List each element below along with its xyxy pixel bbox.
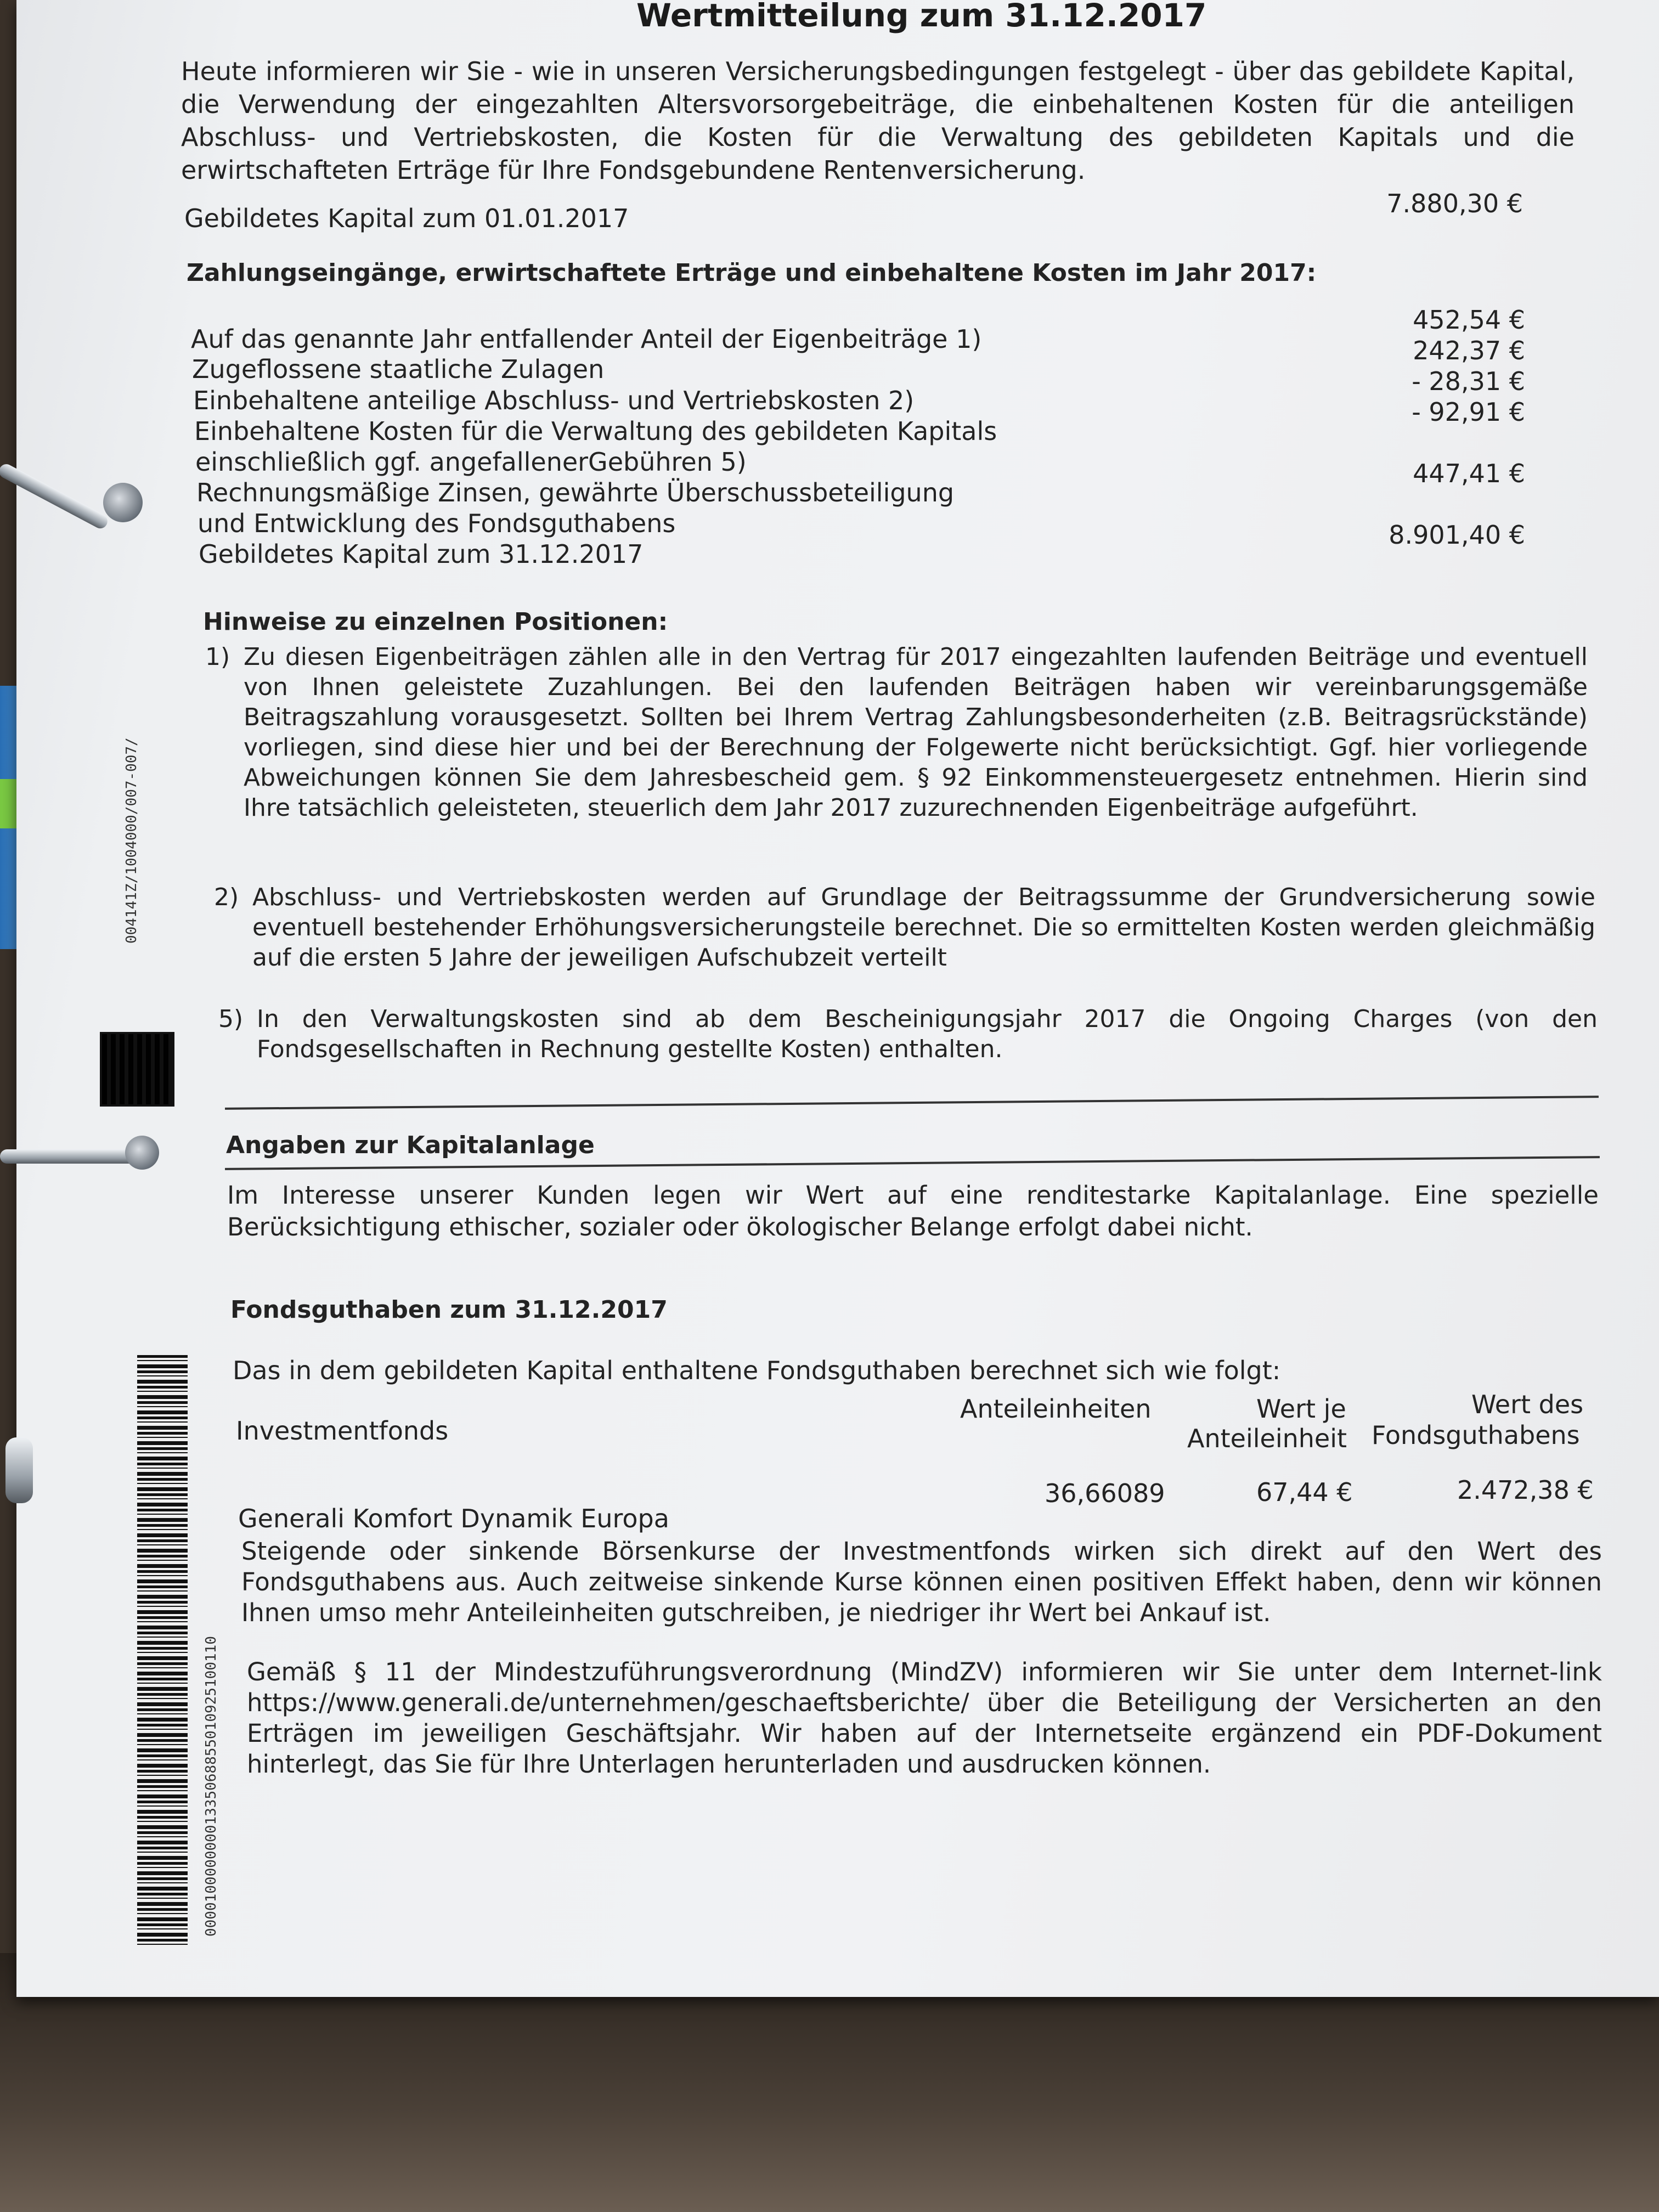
document-title: Wertmitteilung zum 31.12.2017: [636, 0, 1207, 34]
table-header-total-1: Wert des: [1471, 1390, 1584, 1419]
fund-heading: Fondsguthaben zum 31.12.2017: [230, 1296, 668, 1324]
capital-paragraph: Im Interesse unserer Kunden legen wir Wert auf eine renditestarke Kapitalanlage. Eine spezielle Berücksichtigung ethischer, sozialer oder ökologischer Belange erfolgt dabei nicht.: [227, 1181, 1599, 1242]
opening-capital-label: Gebildetes Kapital zum 01.01.2017: [184, 204, 629, 233]
note-1: 1) Zu diesen Eigenbeiträgen zählen alle in den Vertrag für 2017 eingezahlten laufenden Beiträge und eventuell von Ihnen geleistete Zuzahlungen. Bei den laufenden Beiträgen haben wir vereinbarungsgemäße Beitragszahlung vorausgesetzt. Sollten bei Ihrem Vertrag Zahlungsbesonderheiten (z.B. Beitragsrückstände) vorliegen, sind diese hier und bei der Berechnung der Folgewerte nicht berücksichtigt. Ggf. hier vorliegende Abweichungen können Sie dem Jahresbescheid gem. § 92 Einkommensteuergesetz entnehmen. Hierin sind Ihre tatsächlich geleisteten, steuerlich dem Jahr 2017 zuzurechnenden Eigenbeiträge aufgeführt.: [205, 643, 1588, 822]
item-acquisition-costs: Einbehaltene anteilige Abschluss- und Vertriebskosten 2): [193, 386, 915, 415]
item-acquisition-costs-value: - 28,31 €: [1412, 366, 1525, 396]
item-own-contributions-value: 452,54 €: [1413, 305, 1525, 335]
note-2: 2) Abschluss- und Vertriebskosten werden auf Grundlage der Beitragssumme der Grundversicherung sowie eventuell bestehender Erhöhungsversicherungsteile berechnet. Die so ermittelten Kosten werden gleichmäßig auf die ersten 5 Jahre der jeweiligen Aufschubzeit verteilt: [214, 883, 1595, 972]
item-interest-value: 447,41 €: [1413, 459, 1525, 488]
item-admin-costs-line2: einschließlich ggf. angefallenerGebühren 5): [195, 447, 747, 477]
item-state-allowances-value: 242,37 €: [1413, 336, 1525, 365]
barcode-number: 00001000000001335068855010925100110: [203, 1636, 219, 1937]
intro-paragraph: Heute informieren wir Sie - wie in unseren Versicherungsbedingungen festgelegt - über das gebildete Kapital, die Verwendung der eingezahlten Altersvorsorgebeiträge, die einbehaltenen Kosten für die anteiligen Abschluss- und Vertriebskosten, die Kosten für die Verwaltung des gebildeten Kapitals und die erwirtschafteten Erträge für Ihre Fondsgebundene Rentenversicherung.: [181, 57, 1575, 185]
table-header-units: Anteileinheiten: [960, 1394, 1152, 1424]
table-row-unit-value: 67,44 €: [1256, 1477, 1353, 1507]
item-interest: Rechnungsmäßige Zinsen, gewährte Überschussbeteiligung: [196, 478, 955, 507]
binder-ring-middle-icon: [0, 1149, 143, 1164]
item-own-contributions: Auf das genannte Jahr entfallender Anteil der Eigenbeiträge 1): [191, 324, 982, 354]
table-header-fund: Investmentfonds: [236, 1416, 449, 1446]
barcode-icon: [137, 1355, 188, 1948]
binder-hole-top-icon: [103, 483, 143, 522]
mindzv-paragraph: Gemäß § 11 der Mindestzuführungsverordnung (MindZV) informieren wir Sie unter dem Internet-link https://www.generali.de/unternehmen/geschaeftsberichte/ über die Beteiligung der Versicherten an den Erträgen im jeweiligen Geschäftsjahr. Wir haben auf der Internetseite ergänzend ein PDF-Dokument hinterlegt, das Sie für Ihre Unterlagen herunterladen und ausdrucken können.: [247, 1657, 1602, 1779]
table-row-fund-name: Generali Komfort Dynamik Europa: [238, 1504, 669, 1533]
opening-capital-value: 7.880,30 €: [1386, 189, 1523, 218]
item-closing-capital: Gebildetes Kapital zum 31.12.2017: [199, 539, 644, 569]
item-admin-costs-value: - 92,91 €: [1412, 397, 1525, 427]
payments-heading: Zahlungseingänge, erwirtschaftete Erträge und einbehaltene Kosten im Jahr 2017:: [187, 259, 1317, 287]
table-header-unit-value-2: Anteileinheit: [1187, 1424, 1347, 1453]
binder-ring-bottom-icon: [5, 1437, 33, 1503]
capital-heading: Angaben zur Kapitalanlage: [226, 1131, 595, 1159]
datamatrix-code-icon: [102, 1034, 172, 1104]
table-row-total: 2.472,38 €: [1457, 1475, 1594, 1505]
fund-intro: Das in dem gebildeten Kapital enthaltene Fondsguthaben berechnet sich wie folgt:: [233, 1356, 1281, 1385]
document-page: [16, 0, 1659, 1997]
binder-hole-middle-icon: [125, 1136, 159, 1170]
item-admin-costs: Einbehaltene Kosten für die Verwaltung des gebildeten Kapitals: [194, 416, 997, 446]
item-closing-capital-value: 8.901,40 €: [1389, 520, 1525, 550]
divider-top: [225, 1096, 1599, 1110]
table-row-units: 36,66089: [1045, 1479, 1165, 1508]
table-header-total-2: Fondsguthabens: [1372, 1420, 1580, 1450]
table-header-unit-value-1: Wert je: [1256, 1394, 1346, 1424]
item-interest-line2: und Entwicklung des Fondsguthabens: [198, 509, 676, 538]
notes-heading: Hinweise zu einzelnen Positionen:: [203, 608, 668, 636]
side-reference-code: 004141Z/1004000/007-007/: [123, 737, 140, 944]
market-paragraph: Steigende oder sinkende Börsenkurse der Investmentfonds wirken sich direkt auf den Wert des Fondsguthabens aus. Auch zeitweise sinkende Kurse können einen positiven Effekt haben, denn wir können Ihnen umso mehr Anteileinheiten gutschreiben, je niedriger ihr Wert bei Ankauf ist.: [241, 1537, 1602, 1627]
item-state-allowances: Zugeflossene staatliche Zulagen: [192, 354, 605, 384]
note-5: 5) In den Verwaltungskosten sind ab dem Bescheinigungsjahr 2017 die Ongoing Charges (von den Fondsgesellschaften in Rechnung gestellte Kosten) enthalten.: [218, 1005, 1598, 1063]
